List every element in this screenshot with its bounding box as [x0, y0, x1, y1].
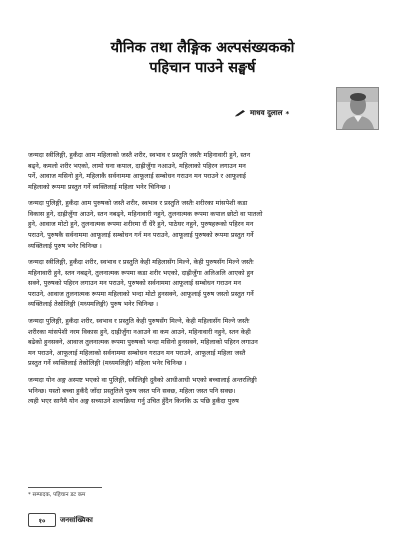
title-line-1: यौनिक तथा लैङ्गिक अल्पसंख्यकको [110, 40, 295, 56]
page-footer [28, 513, 93, 527]
article-body [28, 150, 379, 413]
author-byline [235, 108, 289, 118]
text-line: जन्मदा स्त्रीलिङ्गी, हुर्कँदा शरीर, स्वभाव र प्रस्तुति केही महिलासँग मिल्ने, केही पुरुषसँग मिल्ने जस्तैः [28, 258, 254, 267]
author-mark: * [285, 108, 290, 118]
paragraph-5 [28, 375, 379, 407]
journal-name: जनसांख्यिका [60, 515, 93, 524]
text-line: विकास हुने, दाह्रीजुँगा आउने, स्तन नबढ्ने, महिनावारी नहुने, तुलनात्मक रूपमा कपाल छोटो वा पातलो [28, 209, 263, 218]
text-line: जन्मदा योन अङ्ग अस्पष्ट भएको वा पुलिङ्गी, स्त्रीलिङ्गी दुवैको आधीआधी भएको बच्चालाई अन्तरलिङ्गी [28, 376, 257, 385]
author-photo [336, 87, 379, 130]
text-line: त्यही भएर सानैमै योन अङ्ग सच्याउने शल्यक्रिया गर्नु उचित हुँदैन किनकि ऊ पछि हुर्कँदा पुरुष [28, 397, 239, 406]
text-line: जन्मदा स्त्रीलिङ्गी, हुर्कँदा आम महिलाको जस्तै शरीर, स्वभाव र प्रस्तुति जस्तैः महिनावारी हुने, स्तन [28, 151, 251, 159]
author-portrait-image [337, 88, 378, 129]
paragraph-1 [28, 150, 379, 192]
text-line: बढेको हुनसक्ने, आवाज तुलनात्मक रूपमा पुरुषको भन्दा मसिनो हुनसक्ने, महिलाको पहिरन लगाउन [28, 338, 258, 347]
text-line: शरीरका मांसपेशी नरम विकास हुने, दाह्रीजुँगा नआउने वा कम आउने, महिनावारी नहुने, स्तन केही [28, 327, 251, 336]
text-line: बढ्ने, कमलो शरीर भएको, लामो घना कपाल, दाह्रीजुँगा नआउने, महिलाको पहिरन लगाउन मन [28, 161, 246, 170]
title-line-2: पहिचान पाउने सङ्घर्ष [149, 60, 256, 76]
text-line: सक्ने, पुरुषको पहिरन लगाउन मन पराउने, पुरुषको सर्वनाममा आफूलाई सम्बोधन गराउन मन [28, 279, 241, 288]
text-line: पराउने, पुरुषकै सर्वनाममा आफूलाई सम्बोधन गर्न मन पराउने, आफूलाई पुरुषको रूपमा प्रस्तुत गर्ने [28, 231, 254, 240]
footnote-divider [28, 487, 102, 488]
paragraph-4 [28, 316, 379, 369]
paragraph-3 [28, 257, 379, 310]
author-name: माधव दुलाल [250, 108, 283, 117]
text-line: जन्मदा पुलिङ्गी, हुर्कँदा आम पुरुषको जस्तै शरीर, स्वभाव र प्रस्तुति जस्तैः शरीरका मांसपेशी कडा [28, 199, 248, 208]
page-number: १० [28, 513, 56, 527]
text-line: हुने, आवाज मोटो हुने, तुलनात्मक रूपमा शरीरमा रौं धेरै हुने, पाठेघर नहुने, पुरुषहरूको पहिरन मन [28, 220, 254, 229]
text-line: मन पराउने, आफूलाई महिलाको सर्वनाममा सम्बोधन गराउन मन पराउने, आफूलाई महिला जस्तै [28, 348, 246, 357]
article-title [60, 38, 345, 78]
text-line: महिलाको रूपमा प्रस्तुत गर्ने व्यक्तिलाई महिला भनेर चिनिन्छ । [28, 182, 171, 191]
text-line: व्यक्तिलाई पुरुष भनेर चिनिन्छ । [28, 241, 102, 250]
text-line: व्यक्तिलाई तेस्रोलिङ्गी (मध्यमलिङ्गी) पुरुष भनेर चिनिन्छ । [28, 300, 159, 309]
text-line: पराउने, आवाज तुलनात्मक रूपमा महिलाको भन्दा मोटो हुनसक्ने, आफूलाई पुरुष जस्तो प्रस्तुत गर्ने [28, 289, 254, 298]
footnote: * सम्पादक, पहिचान डट कम [28, 492, 86, 498]
text-line: जन्मदा पुलिङ्गी, हुर्कँदा शरीर, स्वभाव र प्रस्तुति केही पुरुषसँग मिल्ने, केही महिलासँग मिल्ने जस्तैः [28, 317, 250, 326]
pen-icon [235, 109, 247, 117]
paragraph-2 [28, 198, 379, 251]
text-line: प्रस्तुत गर्ने व्यक्तिलाई तेस्रोलिङ्गी (मध्यमलिङ्गी) महिला भनेर चिनिन्छ । [28, 359, 187, 368]
text-line: पर्ने, आवाज मसिनो हुने, महिलाकै सर्वनाममा आफूलाई सम्बोधन गराउन मन पराउने र आफूलाई [28, 172, 246, 181]
text-line: महिनावारी हुने, स्तन नबढ्ने, तुलनात्मक रूपमा कडा शरीर भएको, दाह्रीजुँगा अलिअलि आएको हुन [28, 268, 254, 277]
text-line: भनिन्छ। यस्तो बच्चा हुर्कँदै जाँदा प्रस्तुतिले पुरुष जस्त पनि सक्छ, महिला जस्त पनि सक्छ। [28, 386, 236, 395]
